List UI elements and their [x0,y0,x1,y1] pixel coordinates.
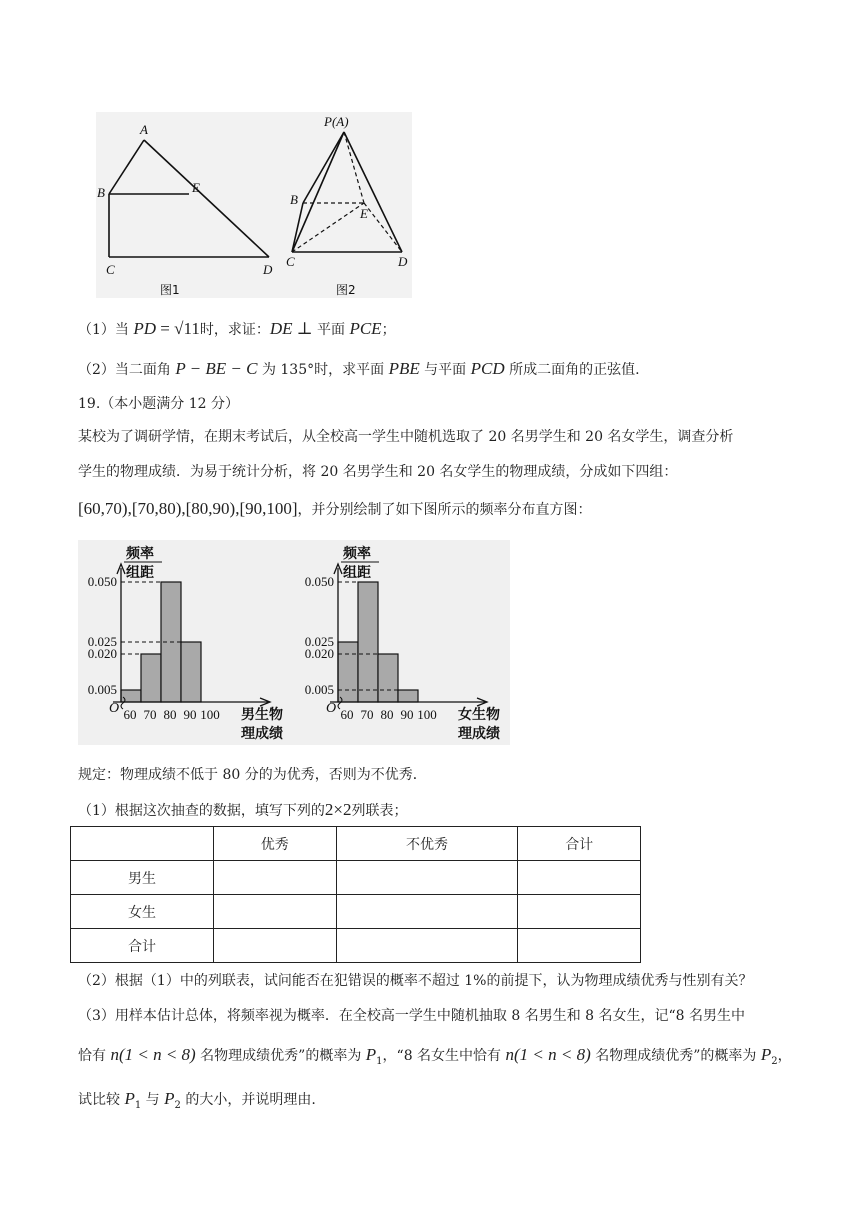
fig1-label-b: B [97,185,105,200]
fig2-label-e: E [360,206,368,221]
q19-p3-P1: P [365,1045,377,1064]
table-header-cell: 优秀 [214,827,337,861]
table-row [71,861,641,895]
x-axis-label-line1: 女生物 [458,707,500,723]
x-tick-label: 100 [417,707,437,722]
q18-p2-pbe: PBE [388,359,420,378]
y-tick-label: 0.020 [304,646,334,661]
table-cell [518,895,641,929]
x-tick-label: 70 [360,707,374,722]
geometry-figures [96,112,412,298]
x-axis-label-line2: 理成绩 [241,726,283,742]
q19-intervals: [60,70),[70,80),[80,90),[90,100] [78,499,298,518]
q19-part3-line1: （3）用样本估计总体，将频率视为概率．在全校高一学生中随机抽取 8 名男生和 8 名女生，记“8 名男生中 [78,1008,746,1024]
y-tick-label: 0.050 [87,574,117,589]
histogram-male-svg [78,540,298,745]
x-tick-label: 90 [183,707,197,722]
fig1-caption: 图1 [160,283,180,297]
q19-p3-P2: P [760,1045,772,1064]
q18-p1-text-b: 时，求证： [199,322,270,338]
table-cell [518,861,641,895]
q19-p3-text-3: ，“8 名女生中恰有 [382,1048,506,1064]
table-row-label: 合计 [71,929,214,963]
q19-p3-text-2: 名物理成绩优秀”的概率为 [195,1048,366,1064]
y-tick-label: 0.050 [304,574,334,589]
y-axis-label-line1: 频率 [126,546,154,562]
q19-p3-math-1: n(1 < n < 8) [110,1045,196,1064]
x-axis-label-line2: 理成绩 [458,726,500,742]
q18-p1-de: DE [269,319,293,338]
histogram-bar [378,654,398,702]
y-tick-label: 0.025 [304,634,334,649]
table-cell [214,861,337,895]
table-row-label: 女生 [71,895,214,929]
q19-p3-text-4: 名物理成绩优秀”的概率为 [590,1048,761,1064]
q19-p3-text-1: 恰有 [78,1048,111,1064]
q19-p4-text-2: 与 [141,1092,165,1108]
q18-part2 [78,358,640,381]
q18-part1 [78,318,396,341]
q18-p1-text-d: ； [381,322,396,338]
q19-p1-text-a: （1）根据这次抽查的数据，填写下列的 [78,803,325,819]
q19-p4-text-1: 试比较 [78,1092,125,1108]
x-tick-label: 100 [200,707,220,722]
fig2-label-c: C [286,254,295,269]
fig1-label-d: D [263,262,273,277]
table-header-row [71,827,641,861]
q18-p1-eq: = [156,319,175,338]
q19-intro3-text: ，并分别绘制了如下图所示的频率分布直方图： [297,502,592,518]
table-row-label: 男生 [71,861,214,895]
y-axis-label-line2: 组距 [126,565,154,581]
x-tick-label: 60 [340,707,354,722]
fig2-label-p: P(A) [324,114,349,129]
y-tick-label: 0.025 [87,634,117,649]
q19-p1-math: 2×2 [324,800,352,819]
q19-part3-line3 [78,1088,316,1117]
table-row [71,895,641,929]
q19-rule: 规定：物理成绩不低于 80 分的为优秀，否则为不优秀． [78,767,427,783]
q19-p1-text-b: 列联表； [351,803,408,819]
histogram-female-svg [295,540,510,745]
histogram-female [295,540,510,745]
q19-intro-line3 [78,498,592,521]
histogram-bar [121,690,141,702]
x-tick-label: 80 [163,707,177,722]
q19-header: 19.（本小题满分 12 分） [78,396,239,412]
q18-p1-text-c: 平面 [317,322,350,338]
table-row [71,929,641,963]
histogram-bar [338,642,358,702]
q19-intro-line1: 某校为了调研学情，在期末考试后，从全校高一学生中随机选取了 20 名男学生和 20 名女学生，调查分析 [78,429,734,445]
histogram-male [78,540,298,745]
x-tick-label: 60 [123,707,137,722]
q18-p1-sqrt: √11 [174,319,200,338]
table-header-cell [71,827,214,861]
q18-p2-text-d: 所成二面角的正弦值. [504,362,640,378]
q19-intro-line2: 学生的物理成绩．为易于统计分析，将 20 名男学生和 20 名女学生的物理成绩，分成如下四组： [78,464,678,480]
fig2-label-d: D [398,254,408,269]
q19-part2: （2）根据（1）中的列联表，试问能否在犯错误的概率不超过 1%的前提下，认为物理成绩优秀与性别有关？ [78,973,753,989]
histogram-bar [358,582,378,702]
q19-p4-P1: P [124,1089,135,1108]
y-tick-label: 0.005 [304,682,334,697]
q18-p2-text-c: 与平面 [419,362,471,378]
q19-p3-math-2: n(1 < n < 8) [505,1045,591,1064]
table-cell [336,895,518,929]
q18-p2-text-a: （2）当二面角 [78,362,176,378]
q19-p3-text-5: ， [777,1048,792,1064]
contingency-table [70,826,641,963]
figure-2 [292,132,402,252]
q19-p4-P1-sub: 1 [134,1099,142,1111]
histogram-bar [141,654,161,702]
q18-p2-angle: P − BE − C [175,359,258,378]
fig2-caption: 图2 [336,283,356,297]
y-axis-label-line2: 组距 [343,565,371,581]
q19-p4-P2: P [164,1089,175,1108]
q19-p3-P1-sub: 1 [376,1055,383,1067]
q19-part1 [78,799,408,822]
table-cell [336,929,518,963]
y-tick-label: 0.020 [87,646,117,661]
q18-p2-text-b: 为 135°时，求平面 [257,362,389,378]
fig2-label-b: B [290,192,298,207]
table-cell [214,929,337,963]
q19-p3-P2-sub: 2 [771,1055,778,1067]
table-cell [518,929,641,963]
table-header-cell: 不优秀 [336,827,518,861]
x-axis-label-line1: 男生物 [241,707,283,723]
table-cell [214,895,337,929]
q18-p1-perp: ⊥ [292,319,317,338]
table-cell [336,861,518,895]
histogram-bar [181,642,201,702]
origin-label: O [326,701,337,716]
figure-1 [109,140,269,257]
fig1-label-c: C [106,262,115,277]
histogram-bar [398,690,418,702]
q19-part3-line2 [78,1044,792,1073]
x-tick-label: 70 [143,707,157,722]
y-tick-label: 0.005 [87,682,117,697]
origin-label: O [109,701,120,716]
q18-p2-pcd: PCD [470,359,505,378]
q19-p4-P2-sub: 2 [174,1099,181,1111]
q18-p1-pd: PD [133,319,157,338]
x-tick-label: 90 [400,707,414,722]
table-header-cell: 合计 [518,827,641,861]
fig1-label-e: E [192,180,200,195]
q19-p4-text-3: 的大小，并说明理由. [180,1092,316,1108]
x-tick-label: 80 [380,707,394,722]
geometry-figures-svg [96,112,412,298]
y-axis-label-line1: 频率 [343,546,371,562]
q18-p1-text-a: （1）当 [78,322,134,338]
q18-p1-pce: PCE [349,319,382,338]
fig1-label-a: A [140,122,148,137]
